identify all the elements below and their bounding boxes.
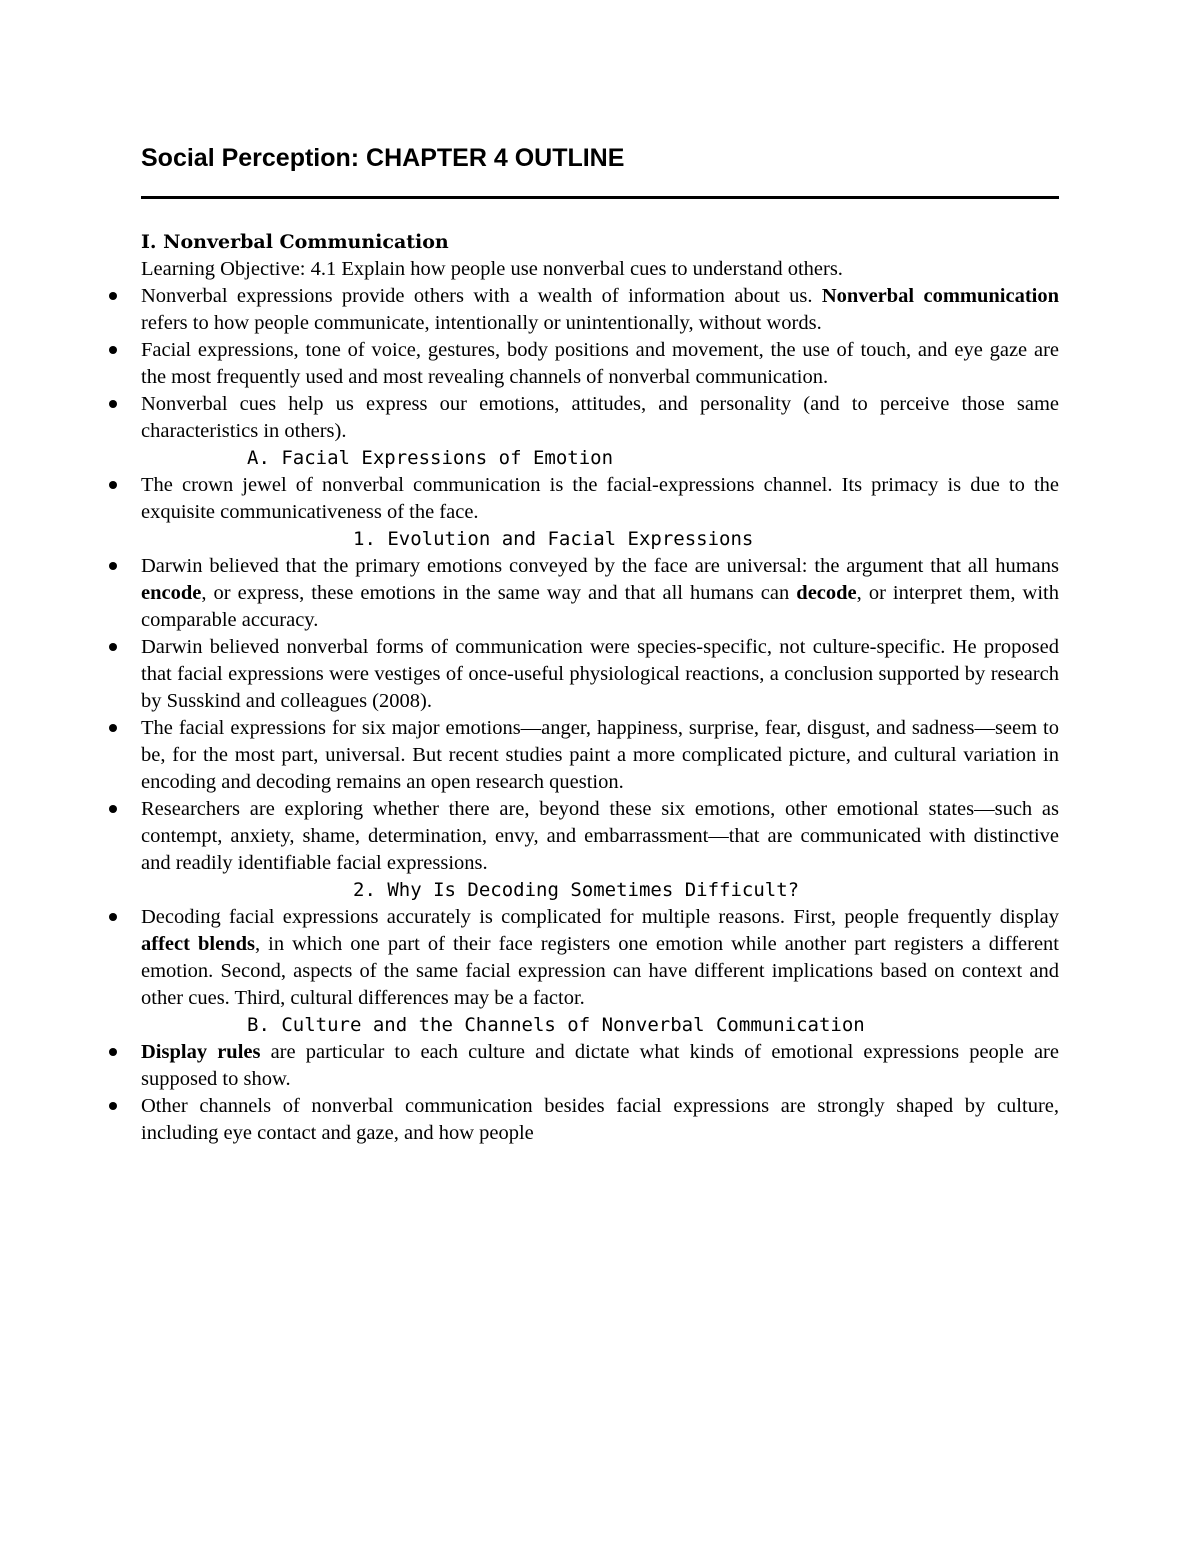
list-item: The crown jewel of nonverbal communication is the facial-expressions channel. Its primacy is due to the exquisite communicativeness of the face.: [141, 472, 1059, 526]
key-term: decode: [796, 582, 857, 604]
list-item: The facial expressions for six major emotions—anger, happiness, surprise, fear, disgust, and sadness—seem to be, for the most part, universal. But recent studies paint a more complicated picture, and cultural variation in encoding and decoding remains an open research question.: [141, 715, 1059, 796]
document-page: [141, 140, 1059, 1147]
list-item: Researchers are exploring whether there are, beyond these six emotions, other emotional states—such as contempt, anxiety, shame, determination, envy, and embarrassment—that are communicated with distinctive and readily identifiable facial expressions.: [141, 796, 1059, 877]
list-item: Other channels of nonverbal communication besides facial expressions are strongly shaped by culture, including eye contact and gaze, and how people: [141, 1093, 1059, 1147]
section1-bullet-list: [141, 283, 1059, 445]
subsection-a-bullet-list: [141, 472, 1059, 526]
subsection-heading-a: A. Facial Expressions of Emotion: [247, 447, 614, 469]
subsection-heading-2: 2. Why Is Decoding Sometimes Difficult?: [353, 879, 800, 901]
subsection-heading-1: 1. Evolution and Facial Expressions: [353, 528, 754, 550]
key-term: Nonverbal communication: [821, 285, 1059, 307]
key-term: Display rules: [141, 1041, 261, 1063]
list-item: Decoding facial expressions accurately is complicated for multiple reasons. First, people frequently display affect blends, in which one part of their face registers one emotion while another part registers a different emotion. Second, aspects of the same facial expression can have different implications based on context and other cues. Third, cultural differences may be a factor.: [141, 904, 1059, 1012]
subsection-heading-b: B. Culture and the Channels of Nonverbal Communication: [247, 1014, 865, 1036]
key-term: encode: [141, 582, 202, 604]
section-heading-nonverbal: I. Nonverbal Communication: [141, 231, 449, 253]
list-item: Display rules are particular to each culture and dictate what kinds of emotional expressions people are supposed to show.: [141, 1039, 1059, 1093]
list-item: Nonverbal expressions provide others with a wealth of information about us. Nonverbal communication refers to how people communicate, intentionally or unintentionally, without words.: [141, 283, 1059, 337]
subsection-2-bullet-list: [141, 904, 1059, 1012]
page-title: Social Perception: CHAPTER 4 OUTLINE: [141, 140, 1059, 199]
subsection-1-bullet-list: [141, 553, 1059, 877]
list-item: Nonverbal cues help us express our emotions, attitudes, and personality (and to perceive those same characteristics in others).: [141, 391, 1059, 445]
list-item: Facial expressions, tone of voice, gestures, body positions and movement, the use of touch, and eye gaze are the most frequently used and most revealing channels of nonverbal communication.: [141, 337, 1059, 391]
list-item: Darwin believed that the primary emotions conveyed by the face are universal: the argument that all humans encode, or express, these emotions in the same way and that all humans can decode, or interpret them, with comparable accuracy.: [141, 553, 1059, 634]
learning-objective: Learning Objective: 4.1 Explain how people use nonverbal cues to understand others.: [141, 258, 843, 280]
subsection-b-bullet-list: [141, 1039, 1059, 1147]
key-term: affect blends: [141, 933, 255, 955]
list-item: Darwin believed nonverbal forms of communication were species-specific, not culture-specific. He proposed that facial expressions were vestiges of once-useful physiological reactions, a conclusion supported by research by Susskind and colleagues (2008).: [141, 634, 1059, 715]
